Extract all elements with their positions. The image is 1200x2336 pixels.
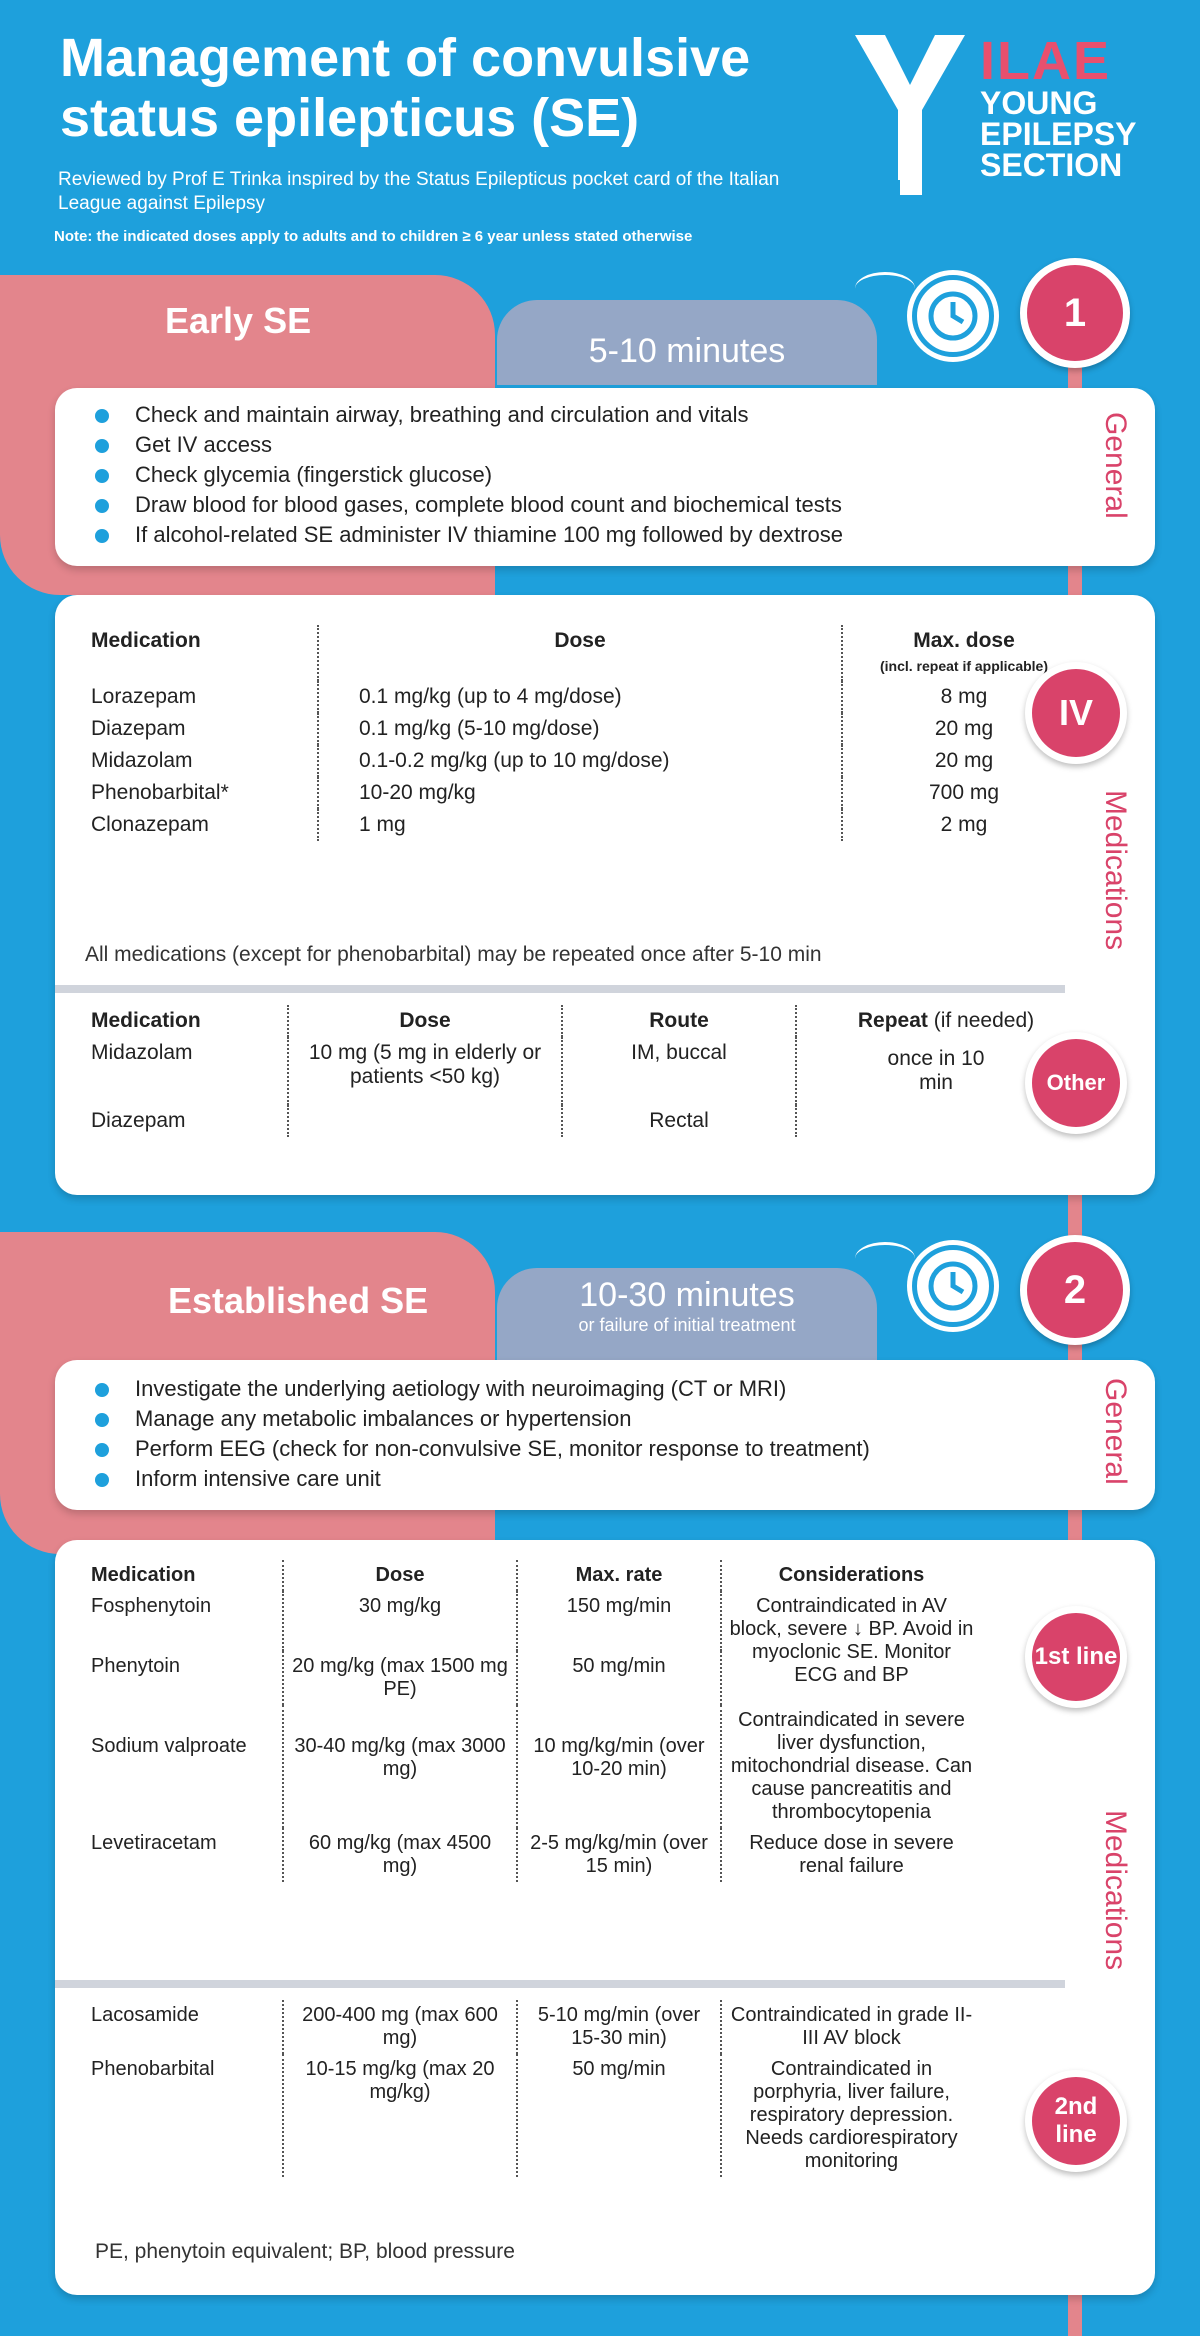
list-item: Check and maintain airway, breathing and circulation and vitals <box>95 400 1155 430</box>
other-header-dose: Dose <box>288 1005 562 1037</box>
iv-header-dose: Dose <box>318 625 842 681</box>
iv-max: 2 mg <box>940 813 988 836</box>
p2-rate: 2-5 mg/kg/min (over 15 min) <box>517 1828 721 1882</box>
other-header-repeat <box>796 1005 1095 1037</box>
p2-footnote: PE, phenytoin equivalent; BP, blood pressure <box>95 2240 515 2263</box>
other-header-med: Medication <box>85 1005 288 1037</box>
other-badge: Other <box>1025 1032 1127 1134</box>
phase1-time: 5-10 minutes <box>588 332 786 370</box>
p2-header-dose: Dose <box>283 1560 517 1591</box>
other-route: Rectal <box>562 1105 796 1137</box>
phase1-time-tab <box>497 300 877 385</box>
iv-med: Midazolam <box>85 745 318 777</box>
p2-dose: 200-400 mg (max 600 mg) <box>283 2000 517 2054</box>
phase1-general-label: General <box>1099 412 1132 519</box>
phase2-time-sub: or failure of initial treatment <box>578 1315 796 1335</box>
p2-dose: 30-40 mg/kg (max 3000 mg) <box>283 1705 517 1828</box>
phase2-general-label: General <box>1099 1378 1132 1485</box>
table-row <box>85 1037 1095 1105</box>
phase2-label: Established SE <box>168 1280 429 1321</box>
phase2-time: 10-30 minutes <box>579 1276 795 1314</box>
phase2-clock-icon <box>912 1245 994 1327</box>
iv-med: Phenobarbital* <box>85 777 318 809</box>
p2-cons: Contraindicated in porphyria, liver failure, respiratory depression. Needs cardiorespiratory monitoring <box>745 2058 958 2172</box>
second-line-badge: 2nd line <box>1025 2070 1127 2172</box>
phase2-general-card <box>55 1360 1155 1510</box>
second-line-table <box>85 2000 1075 2177</box>
p2-dose: 20 mg/kg (max 1500 mg PE) <box>283 1651 517 1705</box>
page-title: Management of convulsive status epilepticus (SE) <box>60 28 751 148</box>
phase1-clock-icon <box>912 275 994 357</box>
page-subtitle: Reviewed by Prof E Trinka inspired by the Status Epilepticus pocket card of the Italian League against Epilepsy <box>58 169 780 214</box>
list-item: Manage any metabolic imbalances or hypertension <box>95 1404 1155 1434</box>
iv-badge: IV <box>1025 662 1127 764</box>
iv-table <box>85 625 1085 841</box>
iv-max: 20 mg <box>934 717 994 740</box>
iv-max: 700 mg <box>928 781 1000 804</box>
p2-cons: Contraindicated in severe liver dysfunction, mitochondrial disease. Can cause pancreatitis and thrombocytopenia <box>730 1709 973 1823</box>
p2-med: Fosphenytoin <box>85 1591 283 1651</box>
divider <box>55 1980 1065 1988</box>
phase2-med-label: Medications <box>1099 1810 1132 1971</box>
table-row <box>85 2054 1075 2177</box>
other-med: Diazepam <box>85 1105 288 1137</box>
iv-dose: 0.1-0.2 mg/kg (up to 10 mg/dose) <box>318 745 842 777</box>
p2-med: Phenobarbital <box>85 2054 283 2177</box>
iv-footnote: All medications (except for phenobarbital) may be repeated once after 5-10 min <box>85 943 822 966</box>
other-header-repeat-text: Repeat <box>857 1009 928 1032</box>
table-row <box>85 777 1085 809</box>
first-line-badge: 1st line <box>1025 1606 1127 1708</box>
phase1-number: 1 <box>1020 258 1130 368</box>
iv-dose: 0.1 mg/kg (up to 4 mg/dose) <box>318 681 842 713</box>
phase1-arrow <box>855 272 915 305</box>
divider <box>55 985 1065 993</box>
p2-med: Levetiracetam <box>85 1828 283 1882</box>
phase2-number: 2 <box>1020 1235 1130 1345</box>
p2-rate: 5-10 mg/min (over 15-30 min) <box>517 2000 721 2054</box>
other-header-repeat-note: (if needed) <box>933 1009 1035 1032</box>
list-item: Check glycemia (fingerstick glucose) <box>95 460 1155 490</box>
list-item: Draw blood for blood gases, complete blood count and biochemical tests <box>95 490 1155 520</box>
logo-section: YOUNG EPILEPSY SECTION <box>980 85 1136 183</box>
other-repeat: once in 10 min <box>887 1047 985 1094</box>
list-item: If alcohol-related SE administer IV thiamine 100 mg followed by dextrose <box>95 520 1155 550</box>
p2-dose: 10-15 mg/kg (max 20 mg/kg) <box>283 2054 517 2177</box>
iv-dose: 0.1 mg/kg (5-10 mg/dose) <box>318 713 842 745</box>
table-row <box>85 1828 1075 1882</box>
iv-dose: 1 mg <box>318 809 842 841</box>
other-med: Midazolam <box>85 1037 288 1105</box>
phase1-general-list <box>95 400 1155 550</box>
iv-header-max-note: (incl. repeat if applicable) <box>879 658 1049 674</box>
logo-ilae: ILAE <box>980 31 1112 91</box>
table-row <box>85 809 1085 841</box>
first-line-table <box>85 1560 1075 1882</box>
ilae-figure-icon <box>850 30 970 200</box>
p2-rate: 150 mg/min <box>517 1591 721 1651</box>
table-row <box>85 1591 1075 1651</box>
iv-header-med: Medication <box>85 625 318 681</box>
list-item: Inform intensive care unit <box>95 1464 1155 1494</box>
ilae-logo <box>850 30 1180 200</box>
phase1-label: Early SE <box>165 300 312 341</box>
p2-dose: 60 mg/kg (max 4500 mg) <box>283 1828 517 1882</box>
list-item: Perform EEG (check for non-convulsive SE, monitor response to treatment) <box>95 1434 1155 1464</box>
p2-cons: Contraindicated in AV block, severe ↓ BP. Avoid in myoclonic SE. Monitor ECG and BP <box>729 1595 974 1686</box>
phase2-arrow <box>855 1242 915 1275</box>
p2-header-med: Medication <box>85 1560 283 1591</box>
p2-med: Sodium valproate <box>85 1705 283 1828</box>
iv-med: Lorazepam <box>85 681 318 713</box>
p2-rate: 50 mg/min <box>517 2054 721 2177</box>
p2-cons: Reduce dose in severe renal failure <box>749 1832 954 1877</box>
phase1-med-label: Medications <box>1099 790 1132 951</box>
p2-cons: Contraindicated in grade II-III AV block <box>730 2004 973 2049</box>
list-item: Get IV access <box>95 430 1155 460</box>
iv-max: 20 mg <box>934 749 994 772</box>
phase1-general-card <box>55 388 1155 566</box>
table-row <box>85 1705 1075 1828</box>
p2-med: Lacosamide <box>85 2000 283 2054</box>
iv-max: 8 mg <box>940 685 988 708</box>
table-row <box>85 745 1085 777</box>
p2-med: Phenytoin <box>85 1651 283 1705</box>
phase1-med-card <box>55 595 1155 1195</box>
page-note: Note: the indicated doses apply to adults and to children ≥ 6 year unless stated otherwise <box>54 228 693 245</box>
p2-rate: 50 mg/min <box>517 1651 721 1705</box>
p2-dose: 30 mg/kg <box>283 1591 517 1651</box>
iv-header-max-text: Max. dose <box>913 629 1015 652</box>
other-dose: 10 mg (5 mg in elderly or patients <50 kg) <box>288 1037 562 1137</box>
table-row <box>85 713 1085 745</box>
table-row <box>85 2000 1075 2054</box>
phase2-general-list <box>95 1374 1155 1494</box>
p2-header-cons: Considerations <box>778 1564 925 1586</box>
other-route: IM, buccal <box>562 1037 796 1105</box>
phase2-med-card <box>55 1540 1155 2295</box>
other-header-route: Route <box>562 1005 796 1037</box>
iv-dose: 10-20 mg/kg <box>318 777 842 809</box>
iv-med: Clonazepam <box>85 809 318 841</box>
p2-header-rate: Max. rate <box>517 1560 721 1591</box>
table-row <box>85 681 1085 713</box>
list-item: Investigate the underlying aetiology with neuroimaging (CT or MRI) <box>95 1374 1155 1404</box>
phase2-time-tab <box>497 1268 877 1360</box>
other-table <box>85 1005 1095 1137</box>
iv-med: Diazepam <box>85 713 318 745</box>
p2-rate: 10 mg/kg/min (over 10-20 min) <box>517 1705 721 1828</box>
